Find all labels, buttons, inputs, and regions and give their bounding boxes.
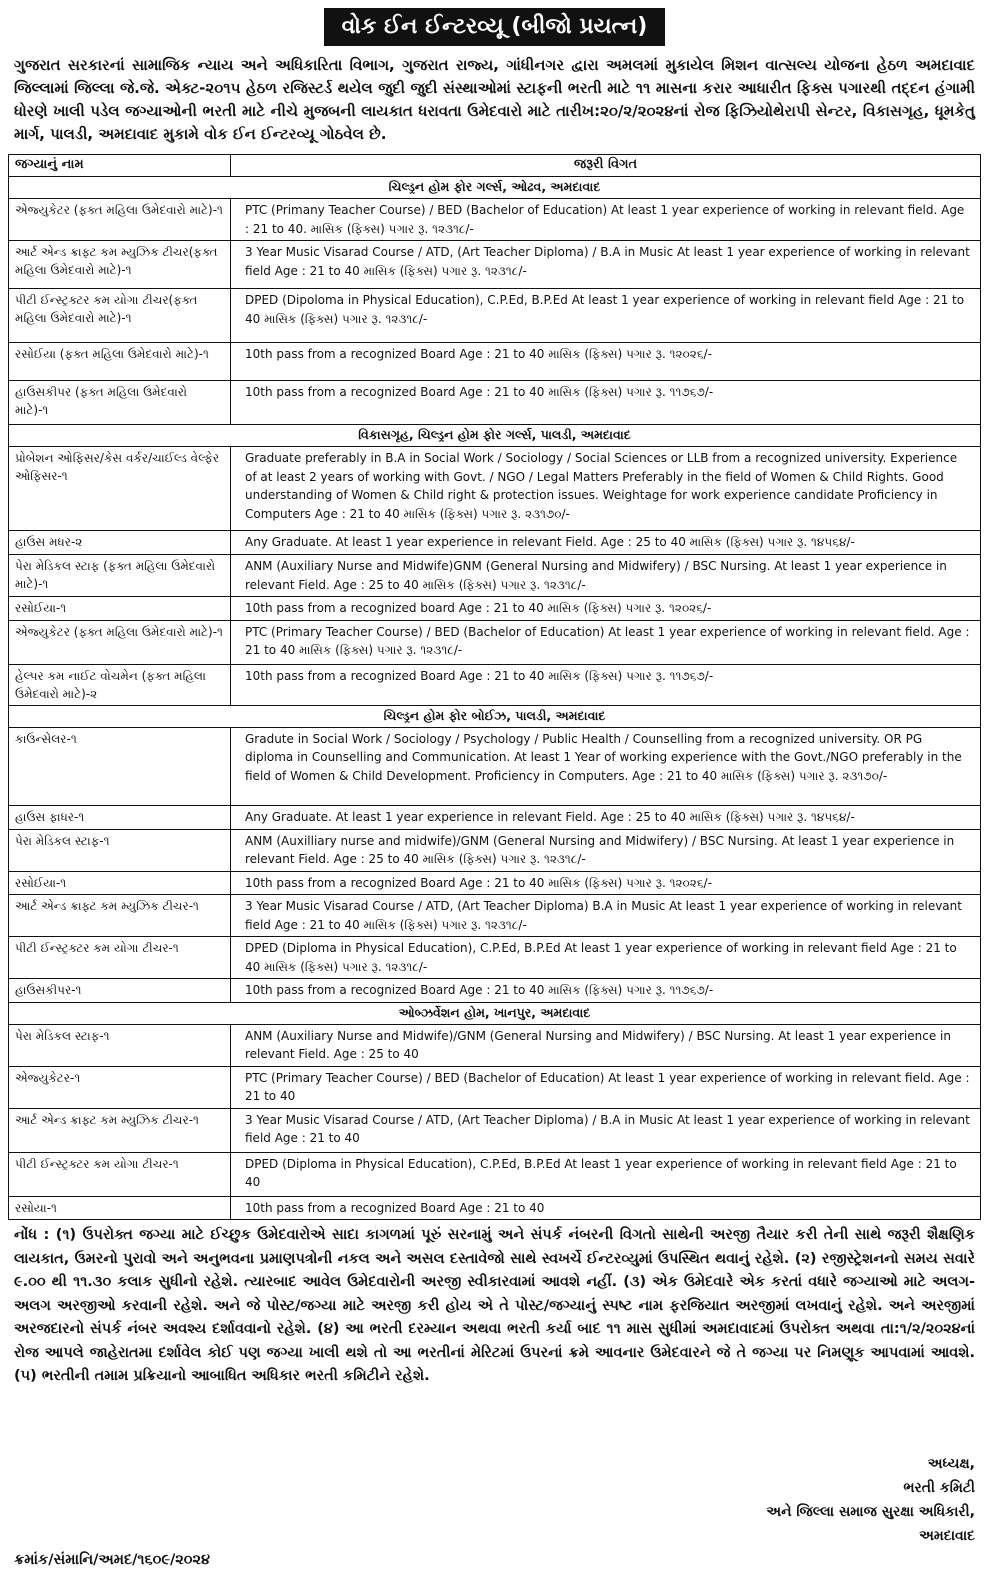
table-row bbox=[9, 620, 981, 664]
post-details-cell: ANM (Auxiliary Nurse and Midwife)GNM (General Nursing and Midwifery) / BSC Nursing. At least 1 year experience in relevant Field. Age : 25 to 40 માસિક (ફિક્સ) પગાર રૂ. ૧૨૩૧૮/- bbox=[231, 555, 981, 597]
section-heading: ચિલ્ડ્રન હોમ ફોર ગર્લ્સ, ઓઢવ, અમદાવાદ bbox=[9, 177, 981, 199]
post-name-cell: એજ્યુકેટર (ફક્ત મહિલા ઉમેદવારો માટે)-૧ bbox=[9, 199, 231, 241]
section-heading: વિકાસગૃહ, ચિલ્ડ્રન હોમ ફોર ગર્લ્સ, પાલડી, અમદાવાદ bbox=[9, 425, 981, 447]
section-row bbox=[9, 425, 981, 447]
notes-paragraph: નોંધ : (૧) ઉપરોક્ત જગ્યા માટે ઈચ્છુક ઉમેદવારોએ સાદા કાગળમાં પૂરું સરનામું અને સંપર્ક નંબરની વિગતો સાથેની અરજી તૈયાર કરી તેની સાથે જરૂરી શૈક્ષણિક લાયકાત, ઉમરનો પુરાવો અને અનુભવના પ્રમાણપત્રોની નકલ અને અસલ દસ્તાવેજો સાથે સ્વખર્ચે ઈન્ટરવ્યુમાં ઉપસ્થિત થવાનું રહેશે. (૨) રજીસ્ટ્રેશનનો સમય સવારે ૯.૦૦ થી ૧૧.૩૦ કલાક સુધીનો રહેશે. ત્યારબાદ આવેલ ઉમેદવારોની અરજી સ્વીકારવામાં આવશે નહીં. (૩) એક ઉમેદવારે એક કરતાં વધારે જગ્યાઓ માટે અલગ-અલગ અરજીઓ કરવાની રહેશે. અને જે પોસ્ટ/જગ્યા માટે અરજી કરી હોય એ તે પોસ્ટ/જગ્યાનું સ્પષ્ટ નામ ફરજિયાત અરજીમાં લખવાનું રહેશે. અને અરજીમાં અરજદારનો સંપર્ક નંબર અવશ્ય દર્શાવવાનો રહેશે. (૪) આ ભરતી દરમ્યાન અથવા ભરતી કર્યા બાદ ૧૧ માસ સુધીમાં અમદાવાદમાં ઉપરોક્ત અથવા તા:૧/૨/૨૦૨૪નાં રોજ આપલે જાહેરાતમા દર્શાવેલ કોઈ પણ જગ્યા ખાલી થશે તો આ ભરતીનાં મેરિટમાં ઉપરનાં ક્રમે આવનાર ઉમેદવારને જે તે જગ્યા પર નિમણૂક આપવામાં આવશે. (૫) ભરતીની તમામ પ્રક્રિયાનો આબાધિત અધિકાર ભરતી કમિટીને રહેશે. bbox=[14, 1227, 975, 1384]
post-details-cell: PTC (Primany Teacher Course) / BED (Bachelor of Education) At least 1 year experience of working in relevant field. Age : 21 to 40. માસિક (ફિક્સ) પગાર રૂ. ૧૨૩૧૮/- bbox=[231, 199, 981, 241]
post-name-cell: હાઉસ ફાધર-૧ bbox=[9, 805, 231, 829]
table-row bbox=[9, 805, 981, 829]
table-row bbox=[9, 1196, 981, 1220]
post-details-cell: Gradute in Social Work / Sociology / Psychology / Public Health / Counselling from a recognized university. OR PG diploma in Counselling and Communication. At least 1 Year of working experience with the Govt./NGO preferably in the field of Women & Child Development. Proficiency in Computers. Age : 21 to 40 માસિક (ફિક્સ) પગાર રૂ. ૨૩૧૭૦/- bbox=[231, 727, 981, 805]
table-row bbox=[9, 829, 981, 871]
post-name-cell: હાઉસકીપર-૧ bbox=[9, 979, 231, 1003]
table-row bbox=[9, 871, 981, 895]
post-name-cell: રસોઈયા-૧ bbox=[9, 597, 231, 621]
post-details-cell: Any Graduate. At least 1 year experience in relevant Field. Age : 25 to 40 માસિક (ફિક્સ) પગાર રૂ. ૧૪૫૬૪/- bbox=[231, 531, 981, 555]
table-row bbox=[9, 895, 981, 937]
post-details-cell: 10th pass from a recognized Board Age : 21 to 40 માસિક (ફિક્સ) પગાર રૂ. ૧૧૭૬૭/- bbox=[231, 979, 981, 1003]
table-row bbox=[9, 1152, 981, 1196]
section-row bbox=[9, 1002, 981, 1024]
post-name-cell: હાઉસ મધર-૨ bbox=[9, 531, 231, 555]
post-name-cell: પીટી ઈન્સ્ટ્રક્ટર કમ યોગા ટીચર-૧ bbox=[9, 937, 231, 979]
table-row bbox=[9, 1024, 981, 1066]
signature-block bbox=[766, 1452, 975, 1548]
post-details-cell: DPED (Diploma in Physical Education), C.P.Ed, B.P.Ed At least 1 year experience of working in relevant field Age : 21 to 40 માસિક (ફિક્સ) પગાર રૂ. ૧૨૩૧૮/- bbox=[231, 937, 981, 979]
post-details-cell: 10th pass from a recognized Board Age : 21 to 40 માસિક (ફિક્સ) પગાર રૂ. ૧૧૭૬૭/- bbox=[231, 664, 981, 705]
table-row bbox=[9, 979, 981, 1003]
table-row bbox=[9, 447, 981, 531]
table-row bbox=[9, 664, 981, 705]
table-row bbox=[9, 289, 981, 343]
post-details-cell: PTC (Primary Teacher Course) / BED (Bachelor of Education) At least 1 year experience of working in relevant field. Age : 21 to 40 bbox=[231, 1066, 981, 1108]
post-name-cell: હાઉસકીપર (ફક્ત મહિલા ઉમેદવારો માટે)-૧ bbox=[9, 381, 231, 425]
section-heading: ચિલ્ડ્રન હોમ ફોર બોઈઝ, પાલડી, અમદાવાદ bbox=[9, 705, 981, 727]
post-name-cell: પેરા મેડિકલ સ્ટાફ (ફક્ત મહિલા ઉમેદવારો માટે)-૧ bbox=[9, 555, 231, 597]
post-name-cell: એજ્યુકેટર-૧ bbox=[9, 1066, 231, 1108]
table-row bbox=[9, 531, 981, 555]
table-row bbox=[9, 1108, 981, 1152]
post-name-cell: એજ્યુકેટર (ફક્ત મહિલા ઉમેદવારો માટે)-૧ bbox=[9, 620, 231, 664]
post-details-cell: 10th pass from a recognized Board Age : 21 to 40 માસિક (ફિક્સ) પગાર રૂ. ૧૨૦૨૬/- bbox=[231, 343, 981, 381]
post-name-cell: આર્ટ એન્ડ ક્રાફ્ટ કમ મ્યુઝિક ટીચર(ફક્ત મહિલા ઉમેદવારો માટે)-૧ bbox=[9, 241, 231, 289]
post-details-cell: 10th pass from a recognized Board Age : 21 to 40 bbox=[231, 1196, 981, 1220]
table-row bbox=[9, 199, 981, 241]
intro-paragraph: ગુજરાત સરકારનાં સામાજિક ન્યાય અને અધિકારિતા વિભાગ, ગુજરાત રાજ્ય, ગાંધીનગર દ્વારા અમલમાં મુકાયેલ મિશન વાત્સલ્ય યોજના હેઠળ અમદાવાદ જિલ્લામાં જિલ્લા જે.જે. એક્ટ-૨૦૧૫ હેઠળ રજિસ્ટર્ડ થયેલ જુદી જુદી સંસ્થાઓમાં સ્ટાફની ભરતી માટે ૧૧ માસના કરાર આધારીત ફિક્સ પગારથી તદ્દન હંગામી ધોરણે ખાલી પડેલ જગ્યાઓની ભરતી માટે નીચે મુજબની લાયકાત ધરાવતા ઉમેદવારો માટે તારીખ:૨૦/૨/૨૦૨૪નાં રોજ ફિઝિયોથેરાપી સેન્ટર, વિકાસગૃહ, ધૂમકેતુ માર્ગ, પાલડી, અમદાવાદ મુકામે વોક ઈન ઈન્ટરવ્યૂ ગોઠવેલ છે. bbox=[14, 56, 975, 143]
signature-line-committee: ભરતી કમિટી bbox=[903, 1480, 975, 1496]
table-row bbox=[9, 727, 981, 805]
post-name-cell: પેરા મેડિકલ સ્ટાફ-૧ bbox=[9, 829, 231, 871]
table-row bbox=[9, 381, 981, 425]
details-header: જરૂરી વિગત bbox=[231, 155, 981, 177]
post-details-cell: 10th pass from a recognized Board Age : 21 to 40 માસિક (ફિક્સ) પગાર રૂ. ૧૨૦૨૬/- bbox=[231, 871, 981, 895]
post-name-cell: રસોઈયા-૧ bbox=[9, 871, 231, 895]
post-details-cell: ANM (Auxilliary nurse and midwife)/GNM (General Nursing and Midwifery) / BSC Nursing. At least 1 year experience in relevant Field. Age : 25 to 40 માસિક (ફિક્સ) પગાર રૂ. ૧૨૩૧૮/- bbox=[231, 829, 981, 871]
page-title: વોક ઈન ઈન્ટરવ્યૂ (બીજો પ્રયત્ન) bbox=[324, 8, 666, 46]
post-details-cell: 10th pass from a recognized Board Age : 21 to 40 માસિક (ફિક્સ) પગાર રૂ. ૧૧૭૬૭/- bbox=[231, 381, 981, 425]
footer bbox=[8, 1452, 981, 1582]
post-details-cell: DPED (Dipoloma in Physical Education), C.P.Ed, B.P.Ed At least 1 year experience of working in relevant field Age : 21 to 40 માસિક (ફિક્સ) પગાર રૂ. ૧૨૩૧૮/- bbox=[231, 289, 981, 343]
table-row bbox=[9, 555, 981, 597]
reference-number: ક્રમાંક/સંમાનિ/અમદ/૧૬૦૯/૨૦૨૪ bbox=[14, 1552, 210, 1568]
table-row bbox=[9, 1066, 981, 1108]
signature-line-city: અમદાવાદ bbox=[919, 1528, 975, 1544]
advertisement-page bbox=[8, 6, 981, 1582]
post-details-cell: 10th pass from a recognized board Age : 21 to 40 માસિક (ફિક્સ) પગાર રૂ. ૧૨૦૨૬/- bbox=[231, 597, 981, 621]
post-details-cell: 3 Year Music Visarad Course / ATD, (Art Teacher Diploma) / B.A in Music At least 1 year experience of working in relevant field Age : 21 to 40 માસિક (ફિક્સ) પગાર રૂ. ૧૨૩૧૮/- bbox=[231, 241, 981, 289]
post-name-cell: પેરા મેડિકલ સ્ટાફ-૧ bbox=[9, 1024, 231, 1066]
post-name-cell: પીટી ઈન્સ્ટ્રક્ટર કમ યોગા ટીચર(ફક્ત મહિલા ઉમેદવારો માટે)-૧ bbox=[9, 289, 231, 343]
post-name-cell: આર્ટ એન્ડ ક્રાફ્ટ કમ મ્યુઝિક ટીચર-૧ bbox=[9, 1108, 231, 1152]
table-row bbox=[9, 937, 981, 979]
section-row bbox=[9, 705, 981, 727]
section-row bbox=[9, 177, 981, 199]
signature-line-officer: અને જિલ્લા સમાજ સુરક્ષા અધિકારી, bbox=[766, 1504, 975, 1520]
post-name-header: જગ્યાનું નામ bbox=[9, 155, 231, 177]
post-name-cell: આર્ટ એન્ડ ક્રાફ્ટ કમ મ્યુઝિક ટીચર-૧ bbox=[9, 895, 231, 937]
post-details-cell: 3 Year Music Visarad Course / ATD, (Art Teacher Diploma) B.A in Music At least 1 year experience of working in relevant field Age : 21 to 40 માસિક (ફિક્સ) પગાર રૂ. ૧૨૩૧૮/- bbox=[231, 895, 981, 937]
post-details-cell: 3 Year Music Visarad Course / ATD, (Art Teacher Diploma) / B.A in Music At least 1 year experience of working in relevant field Age : 21 to 40 bbox=[231, 1108, 981, 1152]
table-row bbox=[9, 597, 981, 621]
post-name-cell: રસોઈયા (ફક્ત મહિલા ઉમેદવારો માટે)-૧ bbox=[9, 343, 231, 381]
post-name-cell: કાઉન્સેલર-૧ bbox=[9, 727, 231, 805]
post-details-cell: PTC (Primary Teacher Course) / BED (Bachelor of Education) At least 1 year experience of working in relevant field. Age : 21 to 40 માસિક (ફિક્સ) પગાર રૂ. ૧૨૩૧૮/- bbox=[231, 620, 981, 664]
table-row bbox=[9, 241, 981, 289]
post-name-cell: હેલ્પર કમ નાઈટ વોચમેન (ફક્ત મહિલા ઉમેદવારો માટે)-૨ bbox=[9, 664, 231, 705]
post-name-cell: રસોયા-૧ bbox=[9, 1196, 231, 1220]
signature-line-chairman: અધ્યક્ષ, bbox=[927, 1456, 975, 1472]
post-name-cell: પીટી ઈન્સ્ટ્રક્ટર કમ યોગા ટીચર-૧ bbox=[9, 1152, 231, 1196]
post-details-cell: DPED (Diploma in Physical Education), C.P.Ed, B.P.Ed At least 1 year experience of working in relevant field Age : 21 to 40 bbox=[231, 1152, 981, 1196]
table-row bbox=[9, 343, 981, 381]
vacancy-table bbox=[8, 154, 981, 1220]
post-name-cell: પ્રોબેશન ઓફિસર/કેસ વર્કર/ચાઈલ્ડ વેલ્ફેર ઓફિસર-૧ bbox=[9, 447, 231, 531]
table-header-row bbox=[9, 155, 981, 177]
post-details-cell: Graduate preferably in B.A in Social Work / Sociology / Social Sciences or LLB from a recognized university. Experience of at least 2 years of working with Govt. / NGO / Legal Matters Preferably in the field of Women & Child Rights. Good understanding of Women & Child right & protection issues. Weightage for work experience candidate Proficiency in Computers Age : 21 to 40 માસિક (ફિક્સ) પગાર રૂ. ૨૩૧૭૦/- bbox=[231, 447, 981, 531]
post-details-cell: ANM (Auxiliary Nurse and Midwife)/GNM (General Nursing and Midwifery) / BSC Nursing. At least 1 year experience in relevant Field. Age : 25 to 40 bbox=[231, 1024, 981, 1066]
title-wrap bbox=[8, 6, 981, 50]
table-body bbox=[9, 177, 981, 1220]
section-heading: ઓબ્ઝર્વેશન હોમ, ખાનપુર, અમદાવાદ bbox=[9, 1002, 981, 1024]
post-details-cell: Any Graduate. At least 1 year experience in relevant Field. Age : 25 to 40 માસિક (ફિક્સ) પગાર રૂ. ૧૪૫૬૪/- bbox=[231, 805, 981, 829]
